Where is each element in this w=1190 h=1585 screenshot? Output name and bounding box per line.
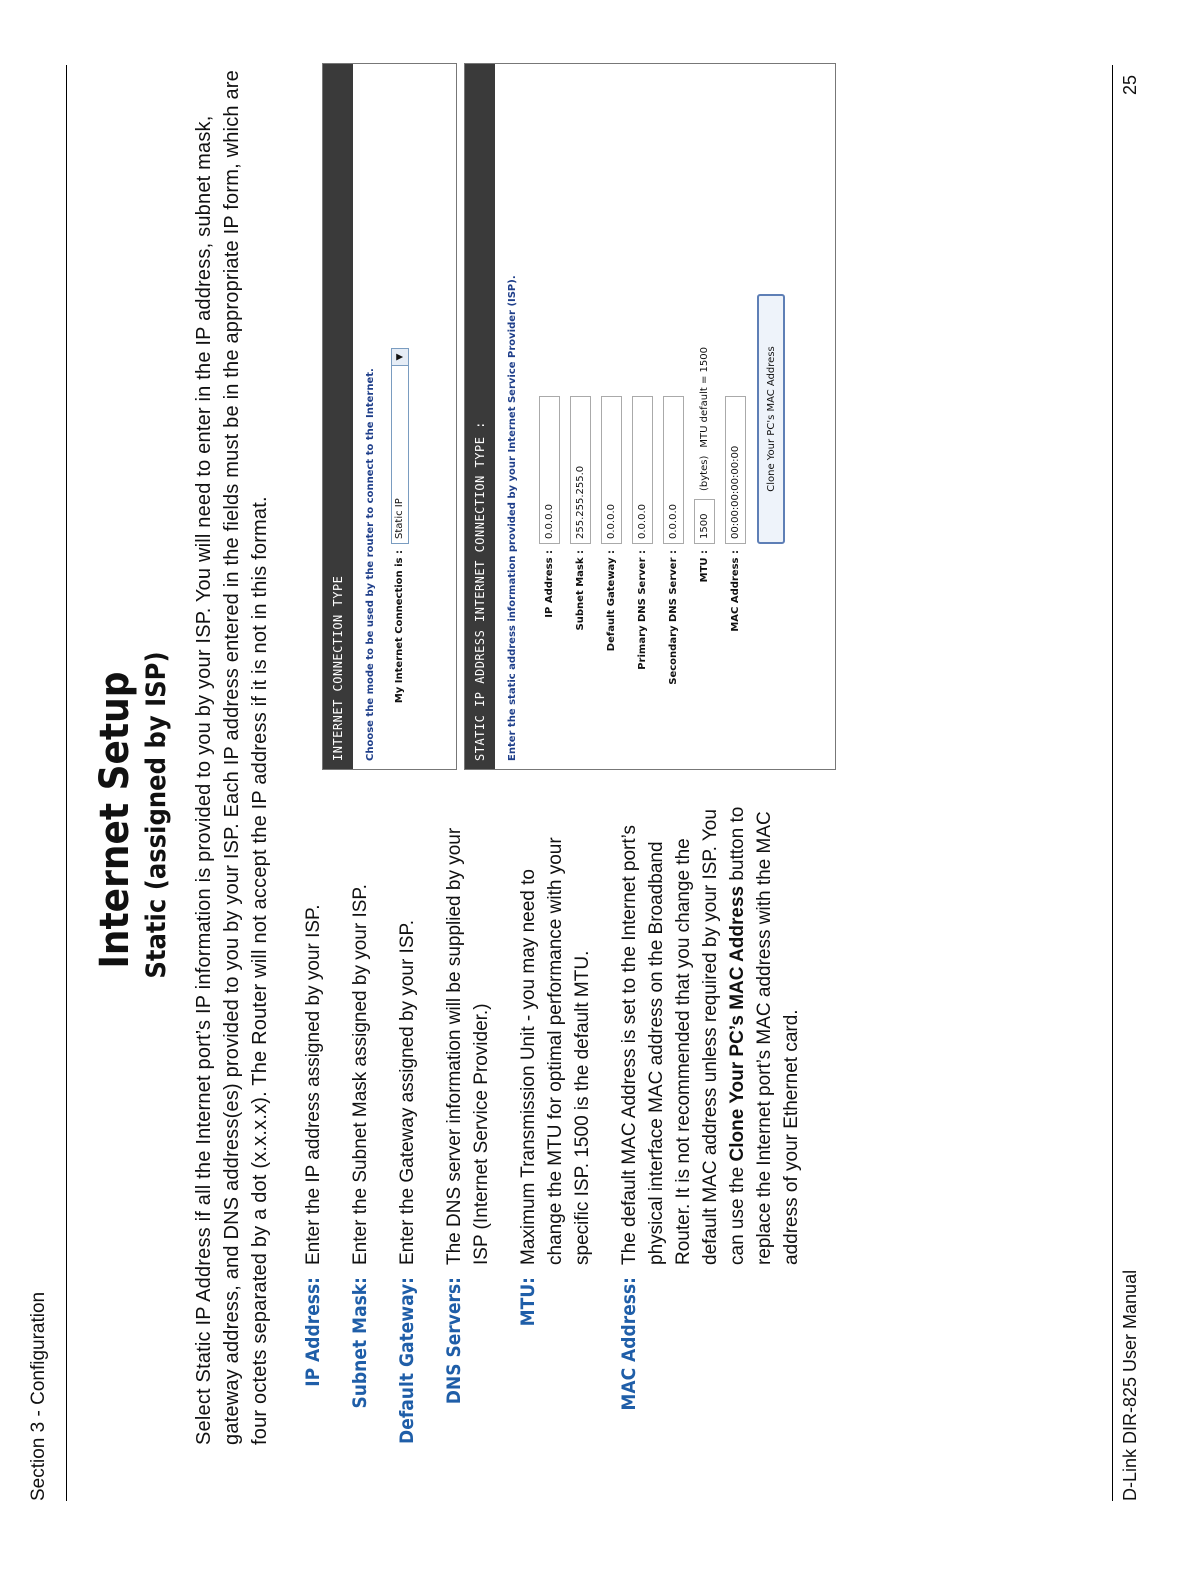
secondary-dns-row (658, 64, 689, 769)
term-description: Enter the Gateway assigned by your ISP. (397, 919, 418, 1265)
subnet-mask-label: Subnet Mask : (575, 550, 586, 631)
intro-paragraph: Select Static IP Address if all the Internet port’s IP information is provided to you by your ISP. You will need to enter in the IP address, subnet mask, gateway address, and DNS address(es) provided to you by your ISP. Each IP address entered in the fields must be in the appropriate IP form, which are four octets separated by a dot (x.x.x.x). The Router will not accept the IP address if it is not in this format. (193, 70, 271, 1445)
secondary-dns-label: Secondary DNS Server : (668, 550, 679, 685)
desc-post: button to replace the Internet port’s MAC address with the MAC address of your Ethernet card. (727, 806, 802, 1265)
term-label: MTU: (517, 1277, 539, 1327)
term-description: Enter the IP address assigned by your ISP. (303, 904, 324, 1265)
primary-dns-label: Primary DNS Server : (637, 550, 648, 670)
panel-instruction: Enter the static address information provided by your Internet Service Provider (ISP). (507, 275, 518, 761)
term-description: Maximum Transmission Unit - you may need to change the MTU for optimal performance with your specific ISP. 1500 is the default MTU. (518, 837, 593, 1265)
term-description (616, 805, 805, 1265)
bottom-rule (1112, 65, 1113, 1501)
definition-mac-address (616, 805, 805, 1445)
connection-label: My Internet Connection is : (394, 550, 405, 704)
secondary-dns-input[interactable]: 0.0.0.0 (663, 396, 684, 544)
panel-header: INTERNET CONNECTION TYPE (323, 64, 353, 769)
primary-dns-input[interactable]: 0.0.0.0 (632, 396, 653, 544)
definition-list (300, 805, 825, 1445)
section-label: Section 3 - Configuration (28, 1291, 49, 1501)
term-label: Default Gateway: (396, 1277, 418, 1444)
term-label: IP Address: (302, 1277, 324, 1387)
term-label: DNS Servers: (443, 1277, 465, 1405)
mtu-row (689, 64, 720, 769)
mac-address-label: MAC Address : (730, 550, 741, 632)
primary-dns-row (627, 64, 658, 769)
term-description: The DNS server information will be supplied by your ISP (Internet Service Provider.) (444, 827, 492, 1265)
page-title: Internet Setup (92, 671, 138, 969)
mtu-unit: (bytes) (699, 455, 710, 491)
page-subtitle: Static (assigned by ISP) (141, 651, 172, 979)
connection-type-select[interactable] (391, 348, 409, 544)
mtu-input[interactable]: 1500 (694, 499, 715, 544)
connection-row (384, 64, 415, 769)
clone-mac-button[interactable]: Clone Your PC's MAC Address (757, 294, 785, 544)
term-label: MAC Address: (618, 1277, 640, 1411)
term-description: Enter the Subnet Mask assigned by your ISP. (350, 884, 371, 1265)
ip-address-input[interactable]: 0.0.0.0 (539, 396, 560, 544)
default-gateway-input[interactable]: 0.0.0.0 (601, 396, 622, 544)
desc-pre: The default MAC Address is set to the Internet port’s physical interface MAC address on the Broadband Router. It is not recommended that you change the default MAC address unless required by your ISP. You can use the (619, 809, 748, 1265)
subnet-mask-input[interactable]: 255.255.255.0 (570, 396, 591, 544)
connection-type-panel (322, 63, 457, 770)
desc-bold: Clone Your PC’s MAC Address (727, 885, 748, 1162)
footer-manual-title: D-Link DIR-825 User Manual (1120, 1269, 1140, 1501)
select-value: Static IP (394, 498, 405, 539)
ip-address-row (534, 64, 565, 769)
mtu-default-note: MTU default = 1500 (699, 347, 710, 448)
mtu-label: MTU : (699, 550, 710, 583)
definition-mtu (515, 805, 596, 1445)
subnet-mask-row (565, 64, 596, 769)
page-number: 25 (1120, 74, 1140, 95)
panel-header: STATIC IP ADDRESS INTERNET CONNECTION TYPE : (465, 64, 495, 769)
ip-address-label: IP Address : (544, 550, 555, 618)
default-gateway-label: Default Gateway : (606, 550, 617, 652)
definition-default-gateway (394, 805, 421, 1445)
panel-instruction: Choose the mode to be used by the router to connect to the Internet. (365, 368, 376, 761)
mac-address-input[interactable]: 00:00:00:00:00:00 (725, 396, 746, 544)
term-label: Subnet Mask: (349, 1277, 371, 1409)
chevron-down-icon[interactable]: ▼ (392, 349, 408, 366)
definition-dns-servers (441, 805, 495, 1445)
static-ip-panel (464, 63, 836, 770)
mac-address-row (720, 64, 751, 769)
definition-ip-address (300, 805, 327, 1445)
top-rule (66, 65, 67, 1501)
default-gateway-row (596, 64, 627, 769)
definition-subnet-mask (347, 805, 374, 1445)
